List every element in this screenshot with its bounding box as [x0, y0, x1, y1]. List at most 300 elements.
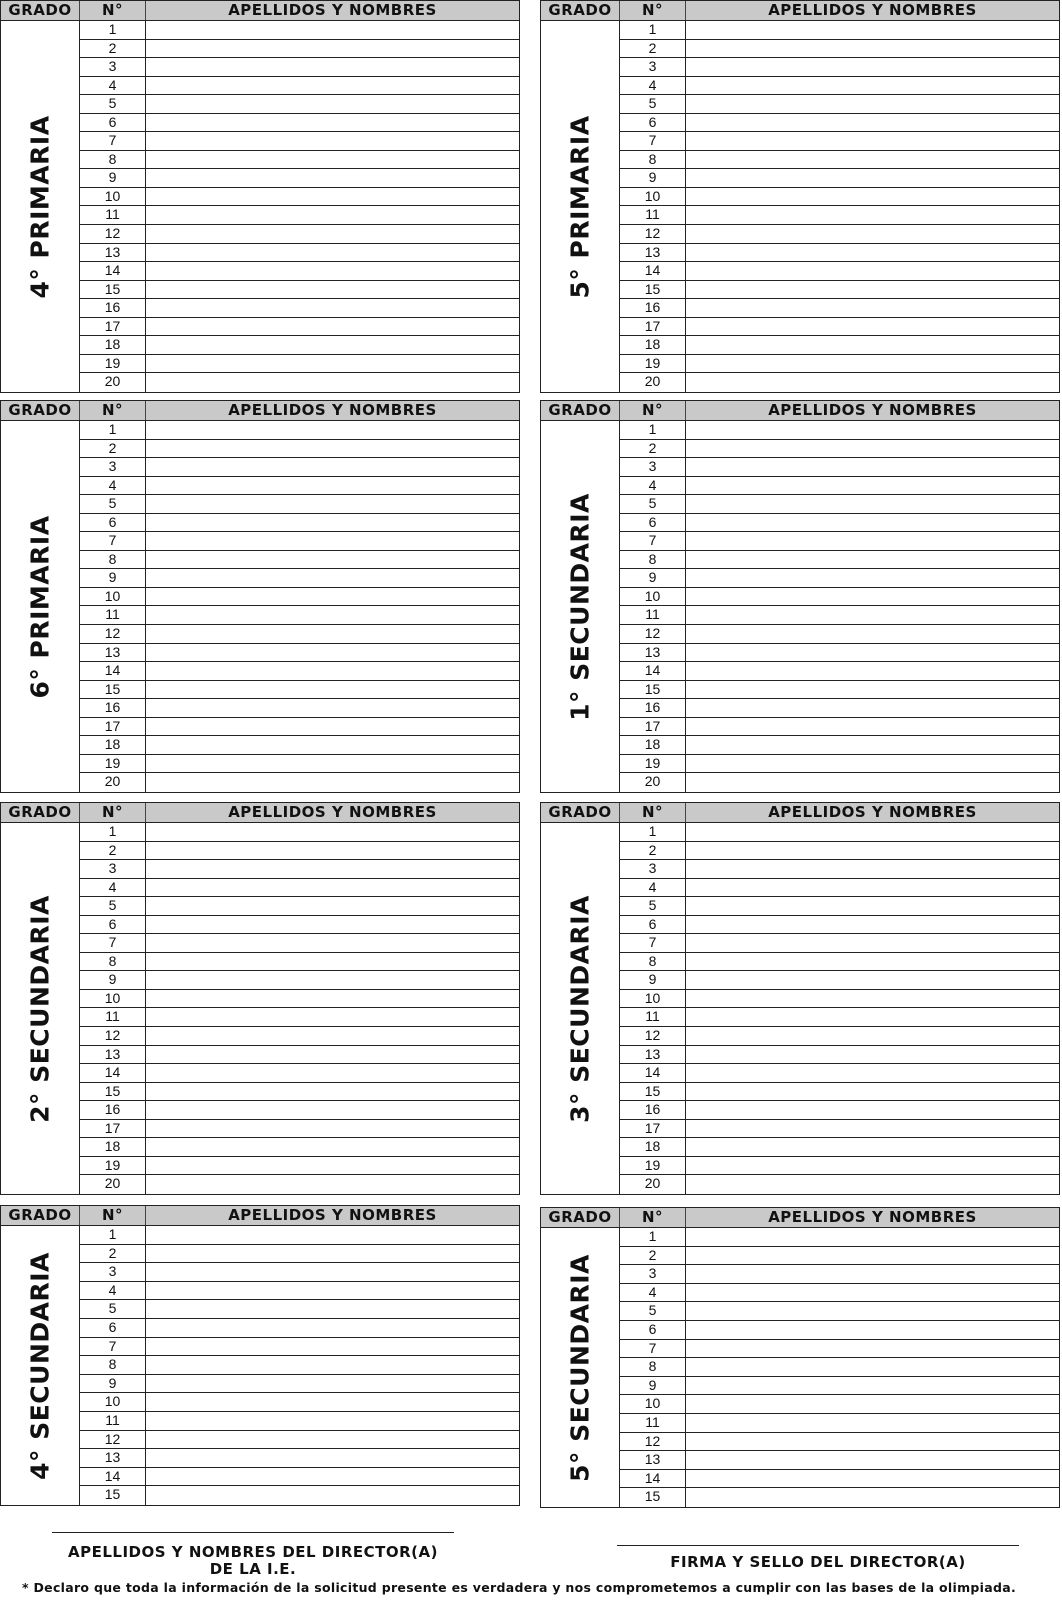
table-row	[620, 1265, 1059, 1284]
student-name-field[interactable]	[146, 169, 519, 187]
student-name-field[interactable]	[686, 132, 1059, 150]
student-name-field[interactable]	[686, 1083, 1059, 1101]
student-name-field[interactable]	[146, 458, 519, 476]
student-name-field[interactable]	[686, 1451, 1059, 1469]
student-name-field[interactable]	[686, 318, 1059, 336]
student-name-field[interactable]	[686, 823, 1059, 841]
row-number: 10	[80, 990, 146, 1008]
student-name-field[interactable]	[146, 1412, 519, 1430]
row-number: 9	[80, 971, 146, 989]
student-name-field[interactable]	[686, 1157, 1059, 1175]
header-numero: N°	[620, 1208, 686, 1227]
row-number: 10	[620, 990, 686, 1008]
student-name-field[interactable]	[146, 40, 519, 58]
student-name-field[interactable]	[686, 953, 1059, 971]
student-name-field[interactable]	[146, 132, 519, 150]
table-row	[620, 281, 1059, 300]
student-name-field[interactable]	[146, 699, 519, 717]
student-name-field[interactable]	[686, 262, 1059, 280]
grade-table	[0, 0, 520, 393]
header-grado: GRADO	[1, 1, 80, 20]
header-numero: N°	[620, 401, 686, 420]
student-name-field[interactable]	[686, 281, 1059, 299]
header-numero: N°	[80, 1, 146, 20]
student-name-field[interactable]	[686, 1046, 1059, 1064]
table-row	[620, 879, 1059, 898]
row-number: 17	[620, 718, 686, 736]
student-name-field[interactable]	[146, 644, 519, 662]
student-name-field[interactable]	[146, 1064, 519, 1082]
student-name-field[interactable]	[146, 188, 519, 206]
student-name-field[interactable]	[686, 1488, 1059, 1507]
student-name-field[interactable]	[686, 606, 1059, 624]
student-name-field[interactable]	[146, 773, 519, 792]
student-name-field[interactable]	[686, 355, 1059, 373]
table-row	[80, 860, 519, 879]
row-number: 9	[80, 169, 146, 187]
row-number: 4	[620, 77, 686, 95]
row-number: 11	[80, 1008, 146, 1026]
row-number: 11	[80, 606, 146, 624]
student-name-field[interactable]	[146, 1226, 519, 1244]
table-row	[620, 1138, 1059, 1157]
student-name-field[interactable]	[146, 823, 519, 841]
table-row	[620, 916, 1059, 935]
student-name-field[interactable]	[686, 421, 1059, 439]
table-row	[80, 916, 519, 935]
row-number: 17	[80, 718, 146, 736]
table-row	[80, 551, 519, 570]
table-row	[620, 458, 1059, 477]
student-name-field[interactable]	[686, 644, 1059, 662]
student-name-field[interactable]	[686, 1228, 1059, 1246]
table-row	[620, 1377, 1059, 1396]
row-number: 3	[80, 458, 146, 476]
student-name-field[interactable]	[146, 916, 519, 934]
row-number: 9	[80, 569, 146, 587]
table-row	[80, 188, 519, 207]
student-name-field[interactable]	[146, 262, 519, 280]
student-name-field[interactable]	[146, 860, 519, 878]
table-row	[80, 1338, 519, 1357]
student-name-field[interactable]	[146, 1120, 519, 1138]
table-row	[620, 625, 1059, 644]
student-name-field[interactable]	[686, 934, 1059, 952]
table-row	[620, 699, 1059, 718]
student-name-field[interactable]	[686, 514, 1059, 532]
student-name-field[interactable]	[146, 77, 519, 95]
student-name-field[interactable]	[146, 718, 519, 736]
student-name-field[interactable]	[686, 879, 1059, 897]
row-number: 8	[80, 1356, 146, 1374]
student-name-field[interactable]	[686, 495, 1059, 513]
table-row	[620, 971, 1059, 990]
student-name-field[interactable]	[146, 897, 519, 915]
student-name-field[interactable]	[686, 1175, 1059, 1194]
table-header	[541, 1208, 1059, 1228]
declaration-text: * Declaro que toda la información de la solicitud presente es verdadera y nos comprometemos a cumplir con las bases de la olimpiada.	[22, 1580, 1017, 1595]
student-name-field[interactable]	[686, 1064, 1059, 1082]
row-number: 3	[620, 458, 686, 476]
table-row	[620, 644, 1059, 663]
row-number: 15	[620, 281, 686, 299]
table-row	[80, 990, 519, 1009]
student-name-field[interactable]	[686, 916, 1059, 934]
grade-cell	[1, 1226, 80, 1505]
student-name-field[interactable]	[146, 1338, 519, 1356]
student-name-field[interactable]	[686, 588, 1059, 606]
header-nombres: APELLIDOS Y NOMBRES	[768, 1, 977, 19]
student-name-field[interactable]	[686, 40, 1059, 58]
student-name-field[interactable]	[686, 1008, 1059, 1026]
student-name-field[interactable]	[686, 842, 1059, 860]
student-name-field[interactable]	[146, 736, 519, 754]
row-number: 19	[620, 1157, 686, 1175]
row-number: 4	[620, 1284, 686, 1302]
table-row	[80, 718, 519, 737]
student-name-field[interactable]	[686, 1377, 1059, 1395]
student-name-field[interactable]	[146, 1157, 519, 1175]
row-number: 3	[620, 860, 686, 878]
student-name-field[interactable]	[146, 551, 519, 569]
student-name-field[interactable]	[146, 281, 519, 299]
student-name-field[interactable]	[686, 1247, 1059, 1265]
student-name-field[interactable]	[686, 206, 1059, 224]
student-name-field[interactable]	[686, 440, 1059, 458]
student-name-field[interactable]	[686, 662, 1059, 680]
table-row	[620, 244, 1059, 263]
row-number: 13	[80, 1046, 146, 1064]
table-row	[80, 662, 519, 681]
student-name-field[interactable]	[146, 1375, 519, 1393]
student-name-field[interactable]	[146, 1138, 519, 1156]
header-grado: GRADO	[541, 803, 620, 822]
student-name-field[interactable]	[146, 588, 519, 606]
student-name-field[interactable]	[686, 95, 1059, 113]
grade-table	[540, 400, 1060, 793]
row-number: 20	[620, 773, 686, 792]
row-number: 18	[80, 736, 146, 754]
student-name-field[interactable]	[146, 21, 519, 39]
student-name-field[interactable]	[686, 1358, 1059, 1376]
table-row	[80, 1486, 519, 1505]
row-number: 16	[80, 1101, 146, 1119]
student-name-field[interactable]	[686, 1321, 1059, 1339]
student-name-field[interactable]	[146, 1468, 519, 1486]
row-number: 15	[620, 681, 686, 699]
table-row	[620, 477, 1059, 496]
row-number: 6	[620, 1321, 686, 1339]
student-name-field[interactable]	[146, 971, 519, 989]
student-name-field[interactable]	[146, 440, 519, 458]
student-name-field[interactable]	[146, 1046, 519, 1064]
row-number: 14	[620, 662, 686, 680]
table-row	[620, 1340, 1059, 1359]
row-number: 15	[80, 1486, 146, 1505]
table-row	[620, 773, 1059, 792]
student-name-field[interactable]	[146, 934, 519, 952]
student-name-field[interactable]	[146, 1319, 519, 1337]
student-name-field[interactable]	[146, 95, 519, 113]
student-name-field[interactable]	[686, 1340, 1059, 1358]
row-number: 11	[620, 206, 686, 224]
student-name-field[interactable]	[686, 755, 1059, 773]
table-row	[620, 336, 1059, 355]
student-name-field[interactable]	[686, 625, 1059, 643]
student-name-field[interactable]	[686, 169, 1059, 187]
student-name-field[interactable]	[146, 569, 519, 587]
grade-table	[540, 1207, 1060, 1508]
table-row	[80, 1449, 519, 1468]
header-grado: GRADO	[1, 1206, 80, 1225]
student-name-field[interactable]	[146, 514, 519, 532]
table-row	[620, 823, 1059, 842]
student-name-field[interactable]	[686, 1101, 1059, 1119]
table-row	[80, 355, 519, 374]
table-row	[620, 1008, 1059, 1027]
row-number: 18	[620, 336, 686, 354]
student-name-field[interactable]	[146, 1101, 519, 1119]
row-number: 13	[80, 1449, 146, 1467]
table-row	[620, 1321, 1059, 1340]
student-name-field[interactable]	[146, 625, 519, 643]
student-name-field[interactable]	[146, 1449, 519, 1467]
student-name-field[interactable]	[686, 373, 1059, 392]
table-row	[80, 421, 519, 440]
row-number: 12	[620, 625, 686, 643]
table-row	[620, 514, 1059, 533]
row-number: 14	[80, 262, 146, 280]
student-name-field[interactable]	[686, 971, 1059, 989]
grade-label: 5° SECUNDARIA	[565, 1253, 595, 1482]
student-name-field[interactable]	[686, 458, 1059, 476]
student-name-field[interactable]	[686, 1027, 1059, 1045]
student-name-field[interactable]	[686, 551, 1059, 569]
grade-label: 3° SECUNDARIA	[565, 894, 595, 1123]
student-name-field[interactable]	[686, 1414, 1059, 1432]
header-nombres: APELLIDOS Y NOMBRES	[228, 1, 437, 19]
row-number: 10	[620, 188, 686, 206]
student-name-field[interactable]	[146, 355, 519, 373]
student-name-field[interactable]	[686, 897, 1059, 915]
table-row	[80, 318, 519, 337]
table-row	[620, 953, 1059, 972]
table-header	[541, 401, 1059, 421]
student-name-field[interactable]	[686, 114, 1059, 132]
student-name-field[interactable]	[146, 681, 519, 699]
table-row	[80, 773, 519, 792]
table-row	[620, 318, 1059, 337]
student-name-field[interactable]	[686, 860, 1059, 878]
table-row	[620, 299, 1059, 318]
student-name-field[interactable]	[146, 662, 519, 680]
table-row	[80, 1431, 519, 1450]
student-name-field[interactable]	[686, 58, 1059, 76]
grade-cell	[541, 21, 620, 392]
row-number: 10	[620, 588, 686, 606]
row-number: 6	[620, 114, 686, 132]
director-name-line	[52, 1532, 454, 1533]
row-number: 5	[620, 495, 686, 513]
table-row	[80, 897, 519, 916]
student-name-field[interactable]	[686, 532, 1059, 550]
row-number: 12	[620, 1027, 686, 1045]
header-nombres: APELLIDOS Y NOMBRES	[768, 1208, 977, 1226]
row-number: 10	[80, 188, 146, 206]
row-number: 14	[620, 262, 686, 280]
student-name-field[interactable]	[686, 1470, 1059, 1488]
row-number: 6	[80, 916, 146, 934]
student-name-field[interactable]	[686, 299, 1059, 317]
student-name-field[interactable]	[146, 1083, 519, 1101]
table-row	[620, 1284, 1059, 1303]
row-number: 8	[80, 151, 146, 169]
grade-cell	[1, 823, 80, 1194]
row-number: 1	[80, 823, 146, 841]
header-grado: GRADO	[1, 401, 80, 420]
header-numero: N°	[80, 803, 146, 822]
header-grado: GRADO	[541, 1208, 620, 1227]
director-signature-label: FIRMA Y SELLO DEL DIRECTOR(A)	[670, 1553, 966, 1571]
student-name-field[interactable]	[686, 569, 1059, 587]
student-name-field[interactable]	[146, 244, 519, 262]
row-number: 1	[620, 21, 686, 39]
grade-table	[540, 802, 1060, 1195]
table-row	[80, 736, 519, 755]
student-name-field[interactable]	[686, 1138, 1059, 1156]
student-name-field[interactable]	[146, 879, 519, 897]
student-name-field[interactable]	[686, 718, 1059, 736]
student-name-field[interactable]	[146, 1486, 519, 1505]
row-number: 18	[620, 1138, 686, 1156]
student-name-field[interactable]	[686, 736, 1059, 754]
student-name-field[interactable]	[686, 225, 1059, 243]
row-number: 14	[80, 1468, 146, 1486]
student-name-field[interactable]	[686, 477, 1059, 495]
table-row	[620, 169, 1059, 188]
table-row	[620, 681, 1059, 700]
grade-cell	[541, 1228, 620, 1507]
student-name-field[interactable]	[146, 953, 519, 971]
student-name-field[interactable]	[146, 990, 519, 1008]
row-number: 4	[80, 477, 146, 495]
student-name-field[interactable]	[146, 1263, 519, 1281]
row-number: 11	[620, 606, 686, 624]
table-header	[1, 401, 519, 421]
student-name-field[interactable]	[686, 1395, 1059, 1413]
student-name-field[interactable]	[686, 990, 1059, 1008]
table-row	[620, 188, 1059, 207]
student-name-field[interactable]	[146, 1175, 519, 1194]
student-name-field[interactable]	[146, 206, 519, 224]
student-name-field[interactable]	[686, 773, 1059, 792]
student-name-field[interactable]	[146, 225, 519, 243]
table-row	[80, 206, 519, 225]
student-name-field[interactable]	[146, 58, 519, 76]
student-name-field[interactable]	[686, 1265, 1059, 1283]
student-name-field[interactable]	[146, 1300, 519, 1318]
student-name-field[interactable]	[146, 532, 519, 550]
table-row	[620, 58, 1059, 77]
student-name-field[interactable]	[146, 477, 519, 495]
student-name-field[interactable]	[146, 1282, 519, 1300]
row-number: 9	[80, 1375, 146, 1393]
grade-cell	[1, 421, 80, 792]
table-header	[541, 803, 1059, 823]
table-header	[1, 1206, 519, 1226]
row-number: 14	[80, 1064, 146, 1082]
row-number: 13	[620, 244, 686, 262]
student-name-field[interactable]	[686, 244, 1059, 262]
student-name-field[interactable]	[146, 1245, 519, 1263]
student-name-field[interactable]	[686, 21, 1059, 39]
row-number: 15	[80, 681, 146, 699]
row-number: 7	[620, 1340, 686, 1358]
table-row	[80, 953, 519, 972]
student-name-field[interactable]	[146, 755, 519, 773]
header-numero: N°	[80, 401, 146, 420]
student-name-field[interactable]	[686, 681, 1059, 699]
row-number: 6	[80, 514, 146, 532]
student-name-field[interactable]	[686, 1302, 1059, 1320]
row-number: 18	[80, 1138, 146, 1156]
row-number: 3	[80, 58, 146, 76]
table-row	[80, 495, 519, 514]
row-number: 18	[620, 736, 686, 754]
student-name-field[interactable]	[146, 606, 519, 624]
student-name-field[interactable]	[686, 1284, 1059, 1302]
row-number: 4	[620, 879, 686, 897]
student-name-field[interactable]	[686, 77, 1059, 95]
student-name-field[interactable]	[146, 299, 519, 317]
row-number: 5	[80, 495, 146, 513]
row-number: 19	[80, 355, 146, 373]
header-nombres: APELLIDOS Y NOMBRES	[228, 1206, 437, 1224]
student-name-field[interactable]	[146, 318, 519, 336]
student-name-field[interactable]	[686, 188, 1059, 206]
table-row	[80, 842, 519, 861]
student-name-field[interactable]	[686, 151, 1059, 169]
student-name-field[interactable]	[146, 495, 519, 513]
student-name-field[interactable]	[146, 151, 519, 169]
student-name-field[interactable]	[686, 1433, 1059, 1451]
table-row	[620, 77, 1059, 96]
table-row	[620, 1083, 1059, 1102]
student-name-field[interactable]	[146, 842, 519, 860]
student-name-field[interactable]	[146, 1027, 519, 1045]
student-name-field[interactable]	[146, 421, 519, 439]
row-number: 4	[80, 879, 146, 897]
student-name-field[interactable]	[686, 699, 1059, 717]
student-name-field[interactable]	[146, 114, 519, 132]
row-number: 8	[80, 551, 146, 569]
row-number: 15	[620, 1488, 686, 1507]
row-number: 6	[620, 916, 686, 934]
student-name-field[interactable]	[146, 1431, 519, 1449]
table-row	[80, 644, 519, 663]
student-name-field[interactable]	[146, 1008, 519, 1026]
student-name-field[interactable]	[146, 336, 519, 354]
row-number: 6	[620, 514, 686, 532]
student-name-field[interactable]	[686, 336, 1059, 354]
student-name-field[interactable]	[146, 373, 519, 392]
student-name-field[interactable]	[146, 1393, 519, 1411]
table-row	[620, 1395, 1059, 1414]
student-name-field[interactable]	[146, 1356, 519, 1374]
table-row	[620, 21, 1059, 40]
table-row	[80, 625, 519, 644]
student-name-field[interactable]	[686, 1120, 1059, 1138]
